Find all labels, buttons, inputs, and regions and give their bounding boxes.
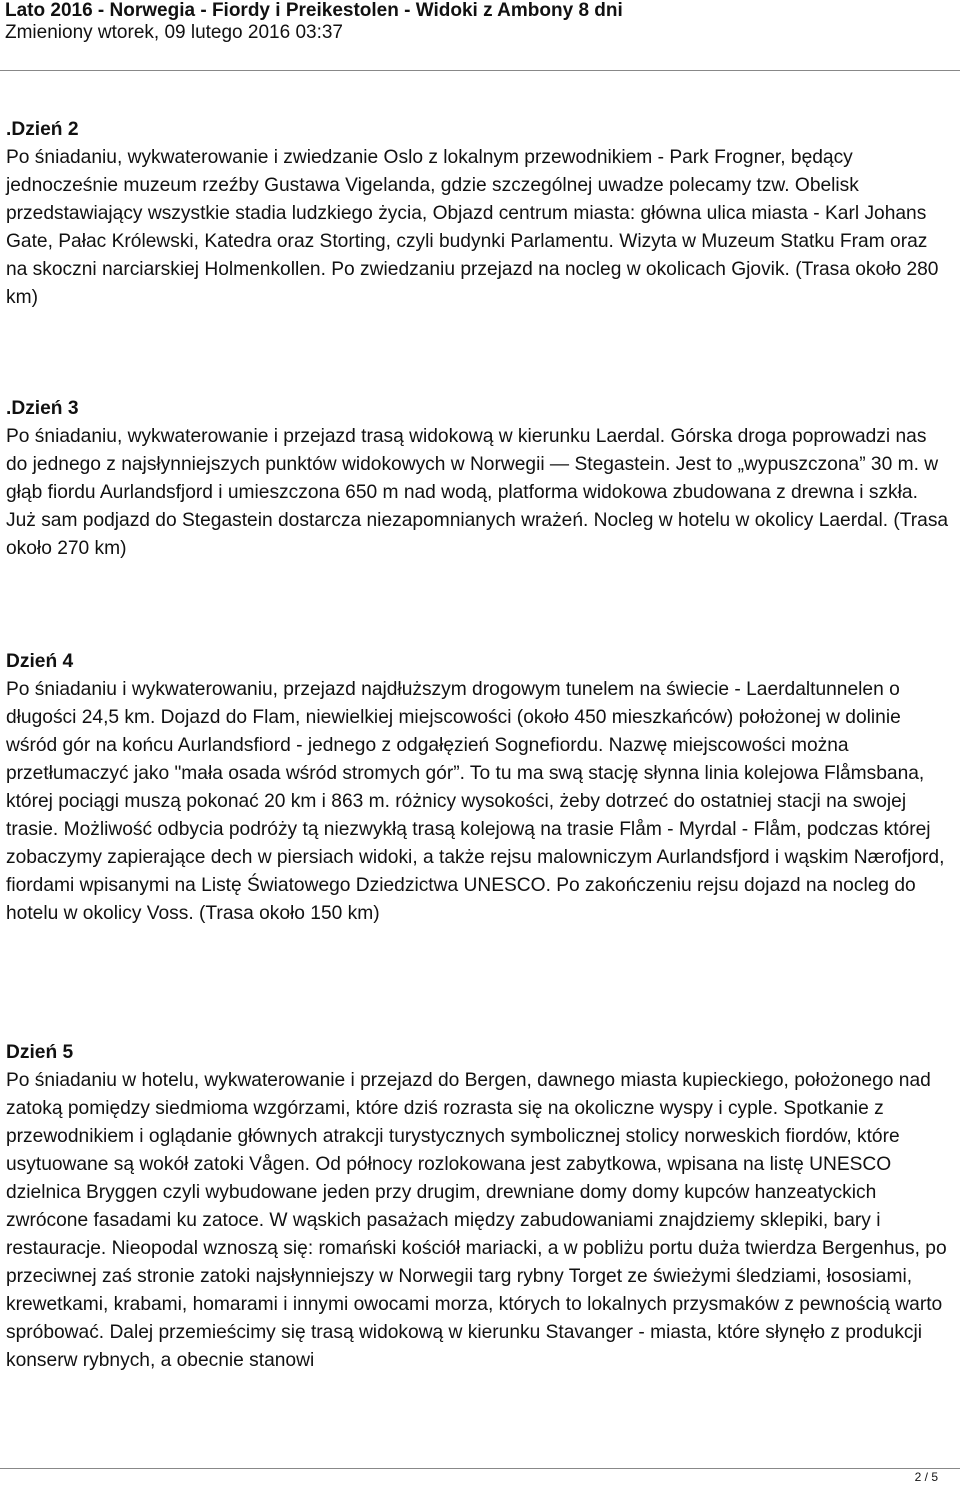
page-header xyxy=(5,0,955,44)
header-divider xyxy=(0,70,960,71)
day-section-3 xyxy=(6,395,951,563)
day-title: .Dzień 2 xyxy=(6,119,79,140)
day-section-2 xyxy=(6,116,951,312)
page-title: Lato 2016 - Norwegia - Fiordy i Preikestolen - Widoki z Ambony 8 dni xyxy=(5,0,623,21)
day-description: Po śniadaniu w hotelu, wykwaterowanie i przejazd do Bergen, dawnego miasta kupieckiego, położonego nad zatoką pomiędzy siedmioma wzgórzami, które dziś rozrasta się na okoliczne wyspy i cyple. Spotkanie z przewodnikiem i oglądanie głównych atrakcji turystycznych symbolicznej stolicy norweskich fiordów, które usytuowane są wokół zatoki Vågen. Od północy rozlokowana jest zabytkowa, wpisana na listę UNESCO dzielnica Bryggen czyli wybudowane jeden przy drugim, drewniane domy domy kupców hanzeatyckich zwrócone fasadami ku zatoce. W wąskich pasażach między zabudowaniami znajdziemy sklepiki, bary i restauracje. Nieopodal wznoszą się: romański kościół mariacki, a w pobliżu portu duża twierdza Bergenhus, po przeciwnej zaś stronie zatoki najsłynniejszy w Norwegii targ rybny Torget ze świeżymi śledziami, łososiami, krewetkami, krabami, homarami i innymi owocami morza, których to lokalnych przysmaków z pewnością warto spróbować. Dalej przemieścimy się trasą widokową w kierunku Stavanger - miasta, które słynęło z produkcji konserw rybnych, a obecnie stanowi xyxy=(6,1070,947,1371)
day-title: Dzień 5 xyxy=(6,1042,74,1063)
page-number: 2 / 5 xyxy=(914,1470,938,1484)
footer-divider xyxy=(0,1468,960,1469)
day-section-4 xyxy=(6,648,951,928)
day-description: Po śniadaniu i wykwaterowaniu, przejazd najdłuższym drogowym tunelem na świecie - Laerdaltunnelen o długości 24,5 km. Dojazd do Flam, niewielkiej miejscowości (około 450 mieszkańców) położonej w dolinie wśród gór na końcu Aurlandsfiord - jednego z odgałęzień Sognefiordu. Nazwę miejscowości można przetłumaczyć jako "mała osada wśród stromych gór”. To tu ma swą stację słynna linia kolejowa Flåmsbana, której pociągi muszą pokonać 20 km i 863 m. różnicy wysokości, żeby dotrzeć do ostatniej stacji na swojej trasie. Możliwość odbycia podróży tą niezwykłą trasą kolejową na trasie Flåm - Myrdal - Flåm, podczas której zobaczymy zapierające dech w piersiach widoki, a także rejsu malowniczym Aurlandsfjord i wąskim Nærofjord, fiordami wpisanymi na Listę Światowego Dziedzictwa UNESCO. Po zakończeniu rejsu dojazd na nocleg do hotelu w okolicy Voss. (Trasa około 150 km) xyxy=(6,679,945,924)
modified-date: Zmieniony wtorek, 09 lutego 2016 03:37 xyxy=(5,22,343,43)
day-description: Po śniadaniu, wykwaterowanie i zwiedzanie Oslo z lokalnym przewodnikiem - Park Frogner, będący jednocześnie muzeum rzeźby Gustawa Vigelanda, gdzie szczególnej uwadze polecamy tzw. Obelisk przedstawiający wszystkie stadia ludzkiego życia, Objazd centrum miasta: główna ulica miasta - Karl Johans Gate, Pałac Królewski, Katedra oraz Storting, czyli budynki Parlamentu. Wizyta w Muzeum Statku Fram oraz na skoczni narciarskiej Holmenkollen. Po zwiedzaniu przejazd na nocleg w okolicach Gjovik. (Trasa około 280 km) xyxy=(6,147,939,308)
day-description: Po śniadaniu, wykwaterowanie i przejazd trasą widokową w kierunku Laerdal. Górska droga poprowadzi nas do jednego z najsłynniejszych punktów widokowych w Norwegii — Stegastein. Jest to „wypuszczona” 30 m. w głąb fiordu Aurlandsfjord i umieszczona 650 m nad wodą, platforma widokowa zbudowana z drewna i szkła. Już sam podjazd do Stegastein dostarcza niezapomnianych wrażeń. Nocleg w hotelu w okolicy Laerdal. (Trasa około 270 km) xyxy=(6,426,949,559)
day-title: Dzień 4 xyxy=(6,651,74,672)
day-title: .Dzień 3 xyxy=(6,398,79,419)
day-section-5 xyxy=(6,1039,951,1375)
